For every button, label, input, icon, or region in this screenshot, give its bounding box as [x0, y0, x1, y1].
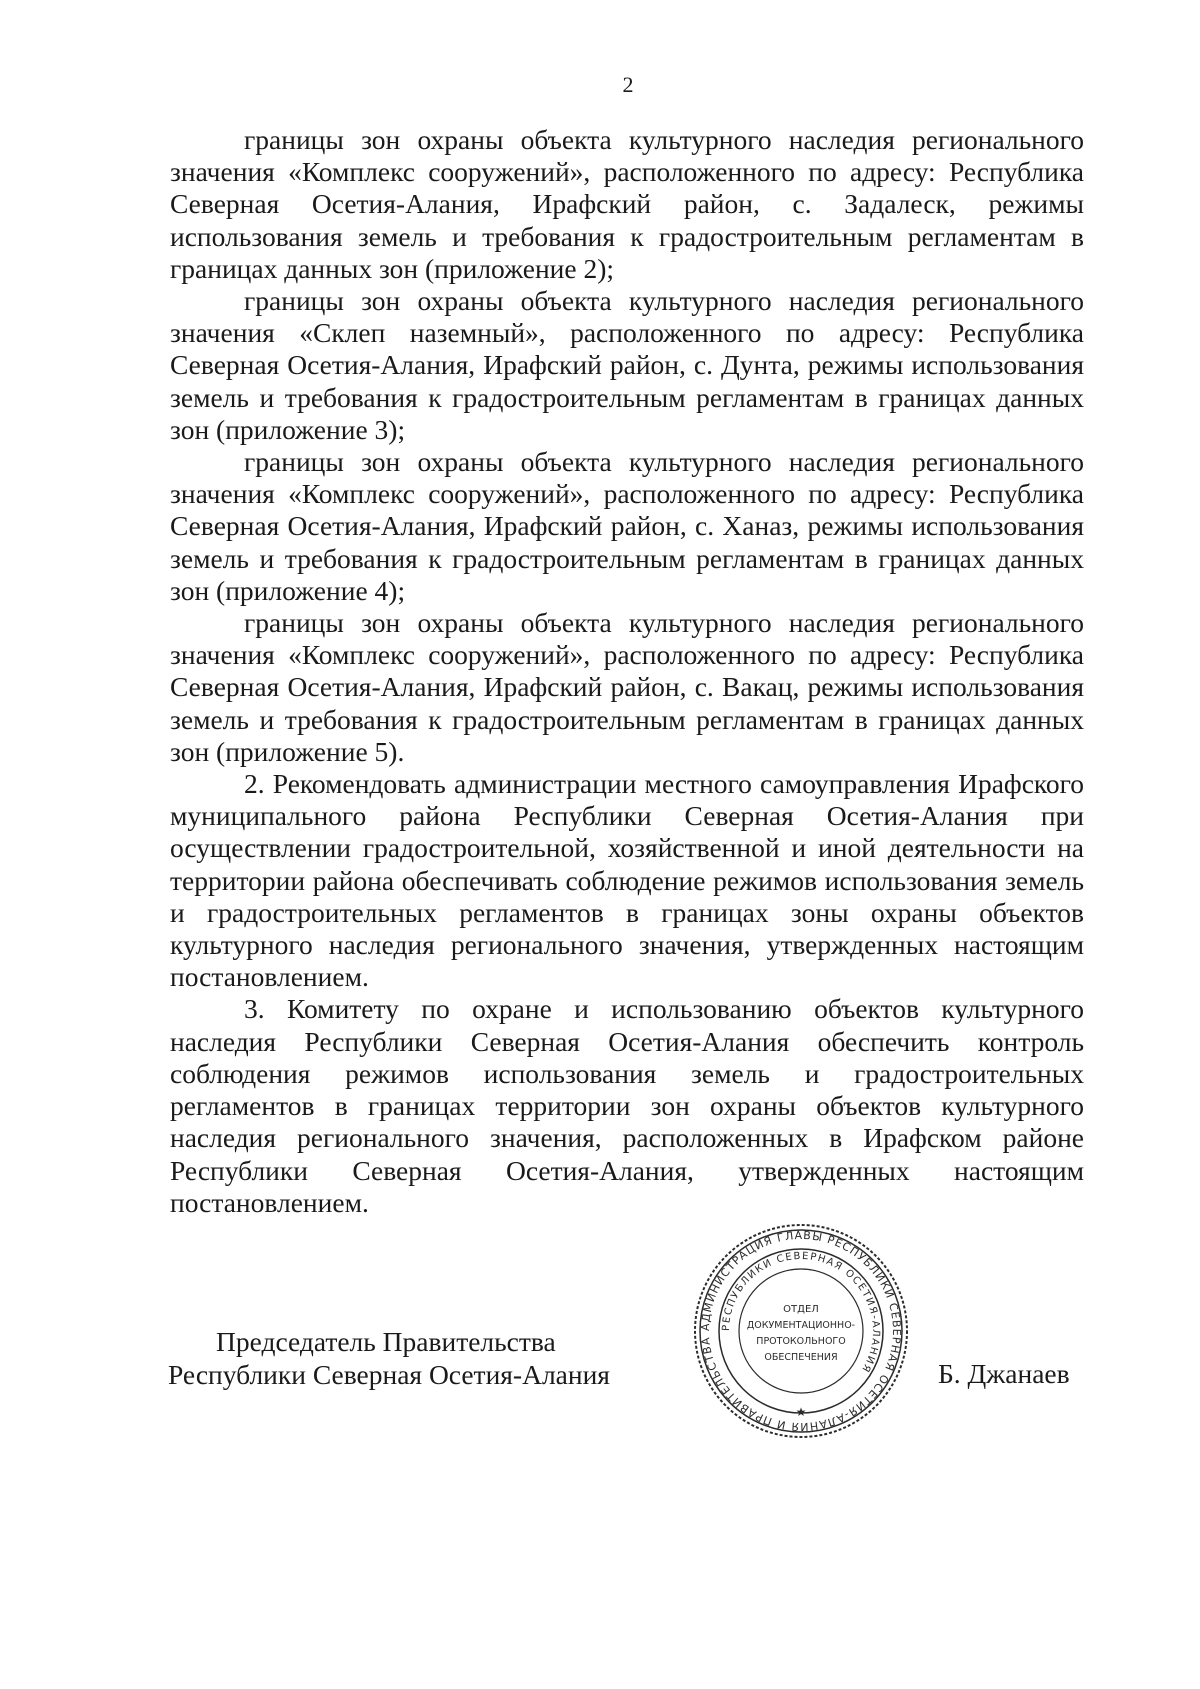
paragraph-appendix-5: границы зон охраны объекта культурного наследия регионального значения «Комплекс сооружений», расположенного по адресу: Республика Северная Осетия-Алания, Ирафский район, с. Вакац, режимы использования земель и требования к градостроительным регламентам в границах данных зон (приложение 5). — [170, 607, 1084, 767]
seal-graphic — [690, 1220, 912, 1442]
seal-outer-text: АДМИНИСТРАЦИЯ ГЛАВЫ РЕСПУБЛИКИ СЕВЕРНАЯ ОСЕТИЯ-АЛАНИЯ И ПРАВИТЕЛЬСТВА — [698, 1228, 904, 1434]
paragraph-appendix-2: границы зон охраны объекта культурного наследия регионального значения «Комплекс сооружений», расположенного по адресу: Республика Северная Осетия-Алания, Ирафский район, с. Задалеск, режимы использования земель и требования к градостроительным регламентам в границах данных зон (приложение 2); — [170, 124, 1084, 284]
paragraph-appendix-3: границы зон охраны объекта культурного наследия регионального значения «Склеп наземный», расположенного по адресу: Республика Северная Осетия-Алания, Ирафский район, с. Дунта, режимы использования земель и требования к градостроительным регламентам в границах данных зон (приложение 3); — [170, 285, 1084, 445]
seal-center-line-4: ОБЕСПЕЧЕНИЯ — [764, 1352, 838, 1363]
seal-inner-text: РЕСПУБЛИКИ СЕВЕРНАЯ ОСЕТИЯ-АЛАНИЯ — [720, 1250, 882, 1375]
paragraph-item-2: 2. Рекомендовать администрации местного самоуправления Ирафского муниципального района Республики Северная Осетия-Алания при осуществлении градостроительной, хозяйственной и иной деятельности на территории района обеспечивать соблюдение режимов использования земель и градостроительных регламентов в границах зоны охраны объектов культурного наследия регионального значения, утвержденных настоящим постановлением. — [170, 768, 1084, 993]
official-seal-stamp — [690, 1220, 912, 1442]
seal-star-icon: ★ — [795, 1405, 807, 1419]
paragraph-appendix-4: границы зон охраны объекта культурного наследия регионального значения «Комплекс сооружений», расположенного по адресу: Республика Северная Осетия-Алания, Ирафский район, с. Ханаз, режимы использования земель и требования к градостроительным регламентам в границах данных зон (приложение 4); — [170, 446, 1084, 606]
paragraph-item-3: 3. Комитету по охране и использованию объектов культурного наследия Республики Северная Осетия-Алания обеспечить контроль соблюдения режимов использования земель и градостроительных регламентов в границах территории зон охраны объектов культурного наследия регионального значения, расположенных в Ирафском районе Республики Северная Осетия-Алания, утвержденных настоящим постановлением. — [170, 993, 1084, 1218]
seal-center-line-3: ПРОТОКОЛЬНОГО — [756, 1336, 846, 1347]
signatory-name: Б. Джанаев — [938, 1358, 1070, 1389]
signatory-title — [168, 1325, 610, 1391]
signatory-title-line-2: Республики Северная Осетия-Алания — [168, 1359, 610, 1390]
seal-center-line-2: ДОКУМЕНТАЦИОННО- — [746, 1320, 856, 1331]
document-body — [170, 124, 1084, 1219]
page-number: 2 — [622, 72, 634, 97]
seal-center-line-1: ОТДЕЛ — [783, 1304, 819, 1315]
signatory-title-line-1: Председатель Правительства — [216, 1326, 556, 1357]
